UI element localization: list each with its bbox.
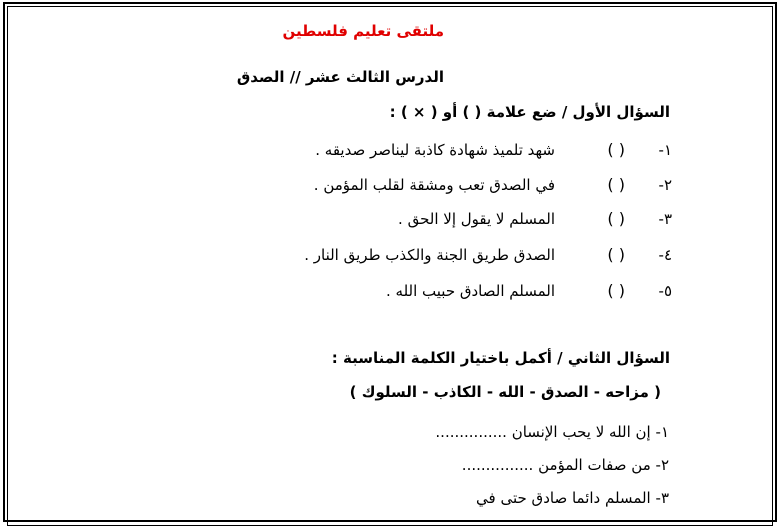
statement-text: المسلم الصادق حبيب الله .: [385, 282, 555, 300]
site-name: ملتقى تعليم فلسطين: [282, 22, 444, 40]
answer-box[interactable]: ( ): [607, 175, 625, 194]
sentence-text: المسلم دائما صادق حتى في: [476, 489, 651, 507]
sentence-text: إن الله لا يحب الإنسان: [511, 423, 651, 441]
fill-in-item: [462, 456, 669, 474]
sentence-text: من صفات المؤمن: [538, 456, 651, 474]
item-number: ١-: [658, 141, 672, 159]
item-number: ٥-: [658, 282, 672, 300]
item-number: ٤-: [658, 246, 672, 264]
item-number: ٢-: [658, 176, 672, 194]
answer-box[interactable]: ( ): [607, 209, 625, 228]
question-2-heading: السؤال الثاني / أكمل باختيار الكلمة المناسبة :: [331, 349, 670, 367]
statement-text: في الصدق تعب ومشقة لقلب المؤمن .: [313, 176, 555, 194]
item-number: ١-: [655, 423, 669, 441]
item-number: ٢-: [655, 456, 669, 474]
blank-line[interactable]: ...............: [435, 423, 507, 441]
word-bank: ( مزاحه - الصدق - الله - الكاذب - السلوك ): [349, 383, 661, 401]
lesson-title: الدرس الثالث عشر // الصدق: [236, 68, 444, 86]
item-number: ٣-: [655, 489, 669, 507]
answer-box[interactable]: ( ): [607, 245, 625, 264]
item-number: ٣-: [658, 210, 672, 228]
fill-in-item: [476, 489, 669, 507]
statement-text: الصدق طريق الجنة والكذب طريق النار .: [304, 246, 555, 264]
statement-text: المسلم لا يقول إلا الحق .: [398, 210, 555, 228]
statement-text: شهد تلميذ شهادة كاذبة ليناصر صديقه .: [315, 141, 555, 159]
question-1-heading: السؤال الأول / ضع علامة ( ) أو ( × ) :: [389, 103, 670, 121]
fill-in-item: [435, 423, 669, 441]
blank-line[interactable]: ...............: [461, 456, 534, 474]
answer-box[interactable]: ( ): [607, 140, 625, 159]
answer-box[interactable]: ( ): [607, 281, 625, 300]
